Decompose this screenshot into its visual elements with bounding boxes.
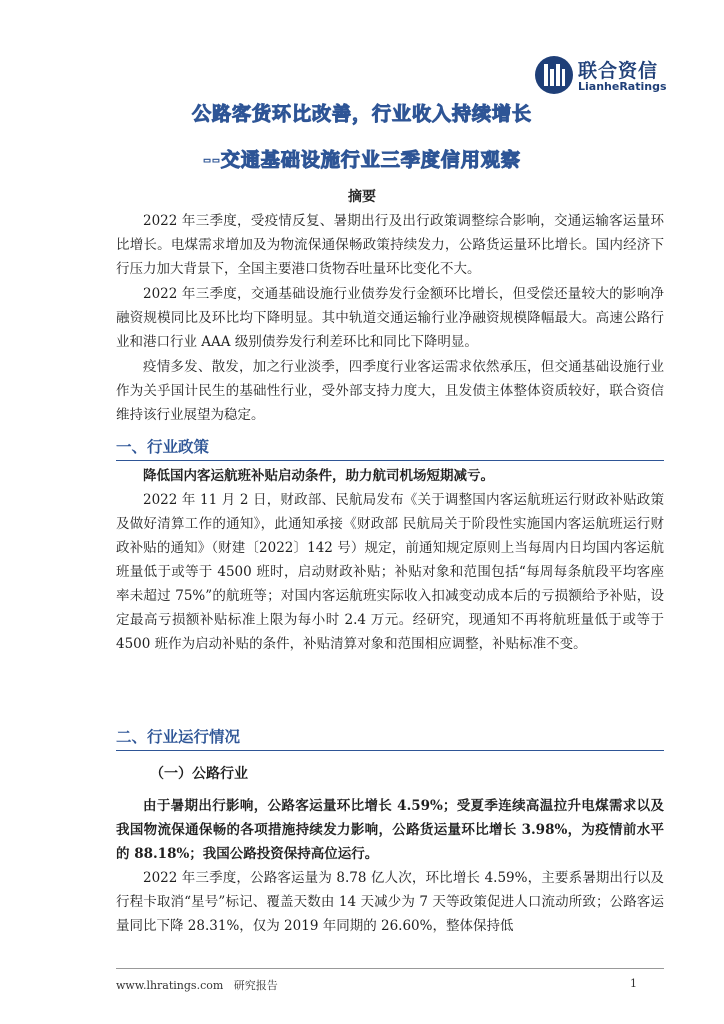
section-heading-policy: 一、行业政策 <box>116 438 210 456</box>
subheading-highway: （一）公路行业 <box>150 766 248 782</box>
section-rule <box>116 460 664 461</box>
footer-rule <box>116 968 664 969</box>
logo-name-en: LianheRatings <box>578 80 667 93</box>
report-subtitle: --交通基础设施行业三季度信用观察 <box>203 149 521 171</box>
policy-lead: 降低国内客运航班补贴启动条件，助力航司机场短期减亏。 <box>143 468 494 484</box>
highway-body: 2022 年三季度，公路客运量为 8.78 亿人次，环比增长 4.59%，主要系暑期出行以及行程卡取消“星号”标记、覆盖天数由 14 天减少为 7 天等政策促进人口流动所致；公路客运量同比下降 28.31%，仅为 2019 年同期的 26.60%，整体保持低 <box>116 870 664 934</box>
policy-body: 2022 年 11 月 2 日，财政部、民航局发布《关于调整国内客运航班运行财政补贴政策及做好清算工作的通知》，此通知承接《财政部 民航局关于阶段性实施国内客运航班运行财政补贴的通知》（财建〔2022〕142 号）规定，前通知规定原则上当每周内日均国内客运航班量低于或等于 4500 班时，启动财政补贴；补贴对象和范围包括“每周每条航段平均客座率未超过 75%”的航班等；对国内客运航班实际收入扣减变动成本后的亏损额给予补贴，设定最高亏损额补贴标准上限为每小时 2.4 万元。经研究，现通知不再将航班量低于或等于 4500 班作为启动补贴的条件，补贴清算对象和范围相应调整，补贴标准不变。 <box>116 492 664 652</box>
footer-type: 研究报告 <box>233 979 278 992</box>
footer-site: www.lhratings.com <box>116 979 224 992</box>
abstract-paragraph-3: 疫情多发、散发，加之行业淡季，四季度行业客运需求依然承压，但交通基础设施行业作为关乎国计民生的基础性行业，受外部支持力度大，且发债主体整体资质较好，联合资信维持该行业展望为稳定。 <box>116 359 664 423</box>
logo <box>534 55 667 97</box>
footer-left <box>116 977 278 993</box>
lianhe-logo-icon <box>534 55 574 95</box>
abstract-paragraph-2: 2022 年三季度，交通基础设施行业债券发行金额环比增长，但受偿还量较大的影响净融资规模同比及环比均下降明显。其中轨道交通运输行业净融资规模降幅最大。高速公路行业和港口行业 AAA 级别债券发行利差环比和同比下降明显。 <box>116 286 664 350</box>
abstract-paragraph-1: 2022 年三季度，受疫情反复、暑期出行及出行政策调整综合影响，交通运输客运量环比增长。电煤需求增加及为物流保通保畅政策持续发力，公路货运量环比增长。国内经济下行压力加大背景下，全国主要港口货物吞吐量环比变化不大。 <box>116 213 664 277</box>
section-rule <box>116 750 664 751</box>
highway-lead: 由于暑期出行影响，公路客运量环比增长 4.59%；受夏季连续高温拉升电煤需求以及我国物流保通保畅的各项措施持续发力影响，公路货运量环比增长 3.98%，为疫情前水平的 88.18%；我国公路投资保持高位运行。 <box>116 798 664 862</box>
section-heading-operations: 二、行业运行情况 <box>116 728 241 746</box>
page-number: 1 <box>630 977 637 990</box>
report-title: 公路客货环比改善，行业收入持续增长 <box>191 103 532 125</box>
abstract-heading: 摘要 <box>348 189 376 205</box>
logo-name-cn: 联合资信 <box>578 60 659 82</box>
